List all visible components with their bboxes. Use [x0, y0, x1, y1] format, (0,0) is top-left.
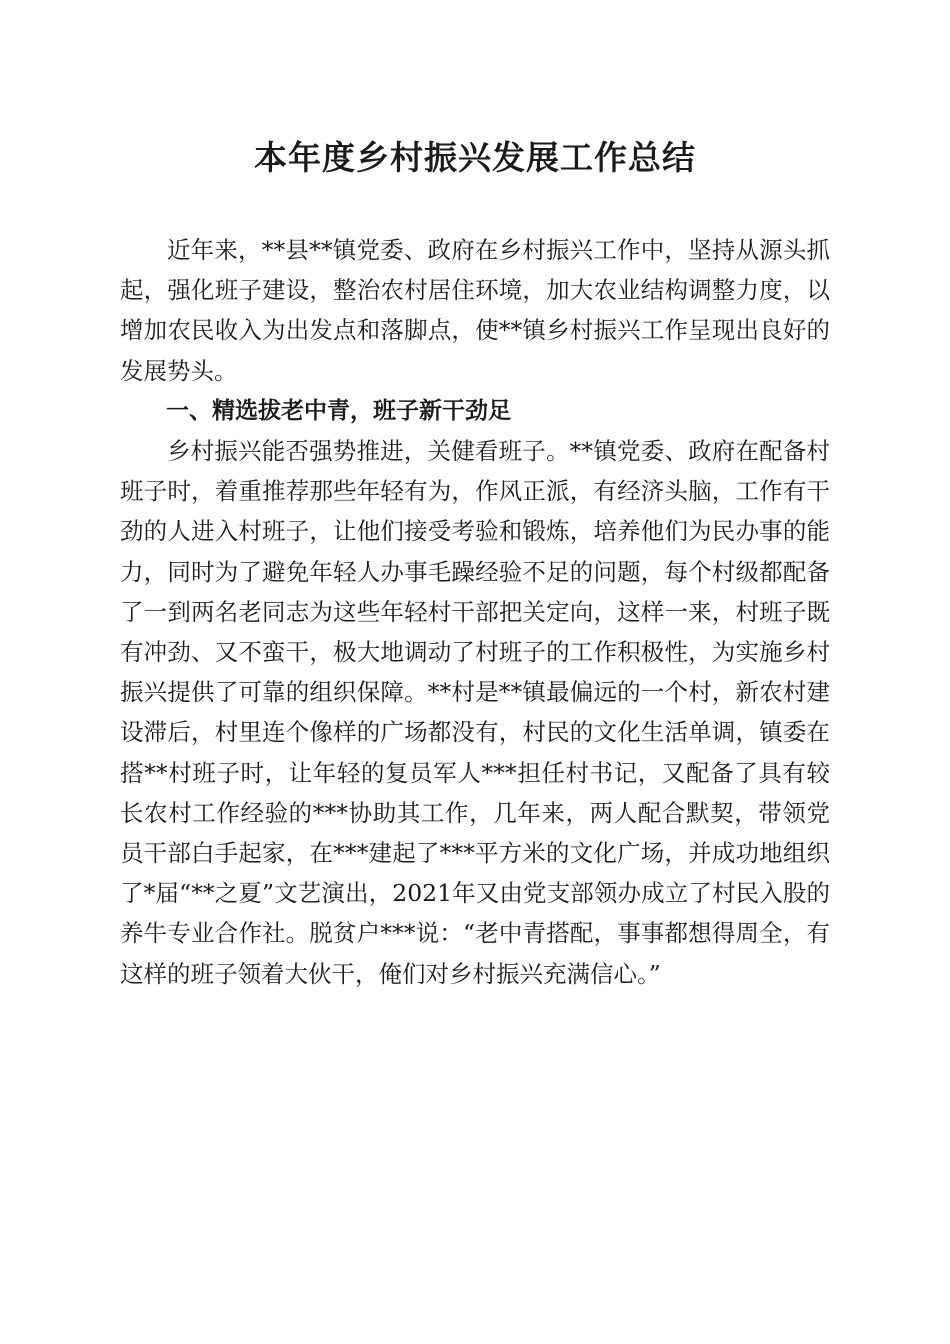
section-heading: 一、精选拔老中青，班子新干劲足	[166, 397, 511, 424]
intro-paragraph: 近年来，**县**镇党委、政府在乡村振兴工作中，坚持从源头抓起，强化班子建设，整治农村居住环境，加大农业结构调整力度，以增加农民收入为出发点和落脚点，使**镇乡村振兴工作呈现出良好的发展势头。	[120, 236, 830, 385]
document-body	[120, 230, 830, 994]
section-paragraph: 乡村振兴能否强势推进，关健看班子。**镇党委、政府在配备村班子时，着重推荐那些年轻有为，作风正派，有经济头脑，工作有干劲的人进入村班子，让他们接受考验和锻炼，培养他们为民办事的能力，同时为了避免年轻人办事毛躁经验不足的问题，每个村级都配备了一到两名老同志为这些年轻村干部把关定向，这样一来，村班子既有冲劲、又不蛮干，极大地调动了村班子的工作积极性，为实施乡村振兴提供了可靠的组织保障。**村是**镇最偏远的一个村，新农村建设滞后，村里连个像样的广场都没有，村民的文化生活单调，镇委在搭**村班子时，让年轻的复员军人***担任村书记，又配备了具有较长农村工作经验的***协助其工作，几年来，两人配合默契，带领党员干部白手起家，在***建起了***平方米的文化广场，并成功地组织了*届“**之夏”文艺演出，2021年又由党支部领办成立了村民入股的养牛专业合作社。脱贫户***说：“老中青搭配，事事都想得周全，有这样的班子领着大伙干，俺们对乡村振兴充满信心。”	[120, 437, 830, 988]
document-title: 本年度乡村振兴发展工作总结	[254, 138, 696, 177]
